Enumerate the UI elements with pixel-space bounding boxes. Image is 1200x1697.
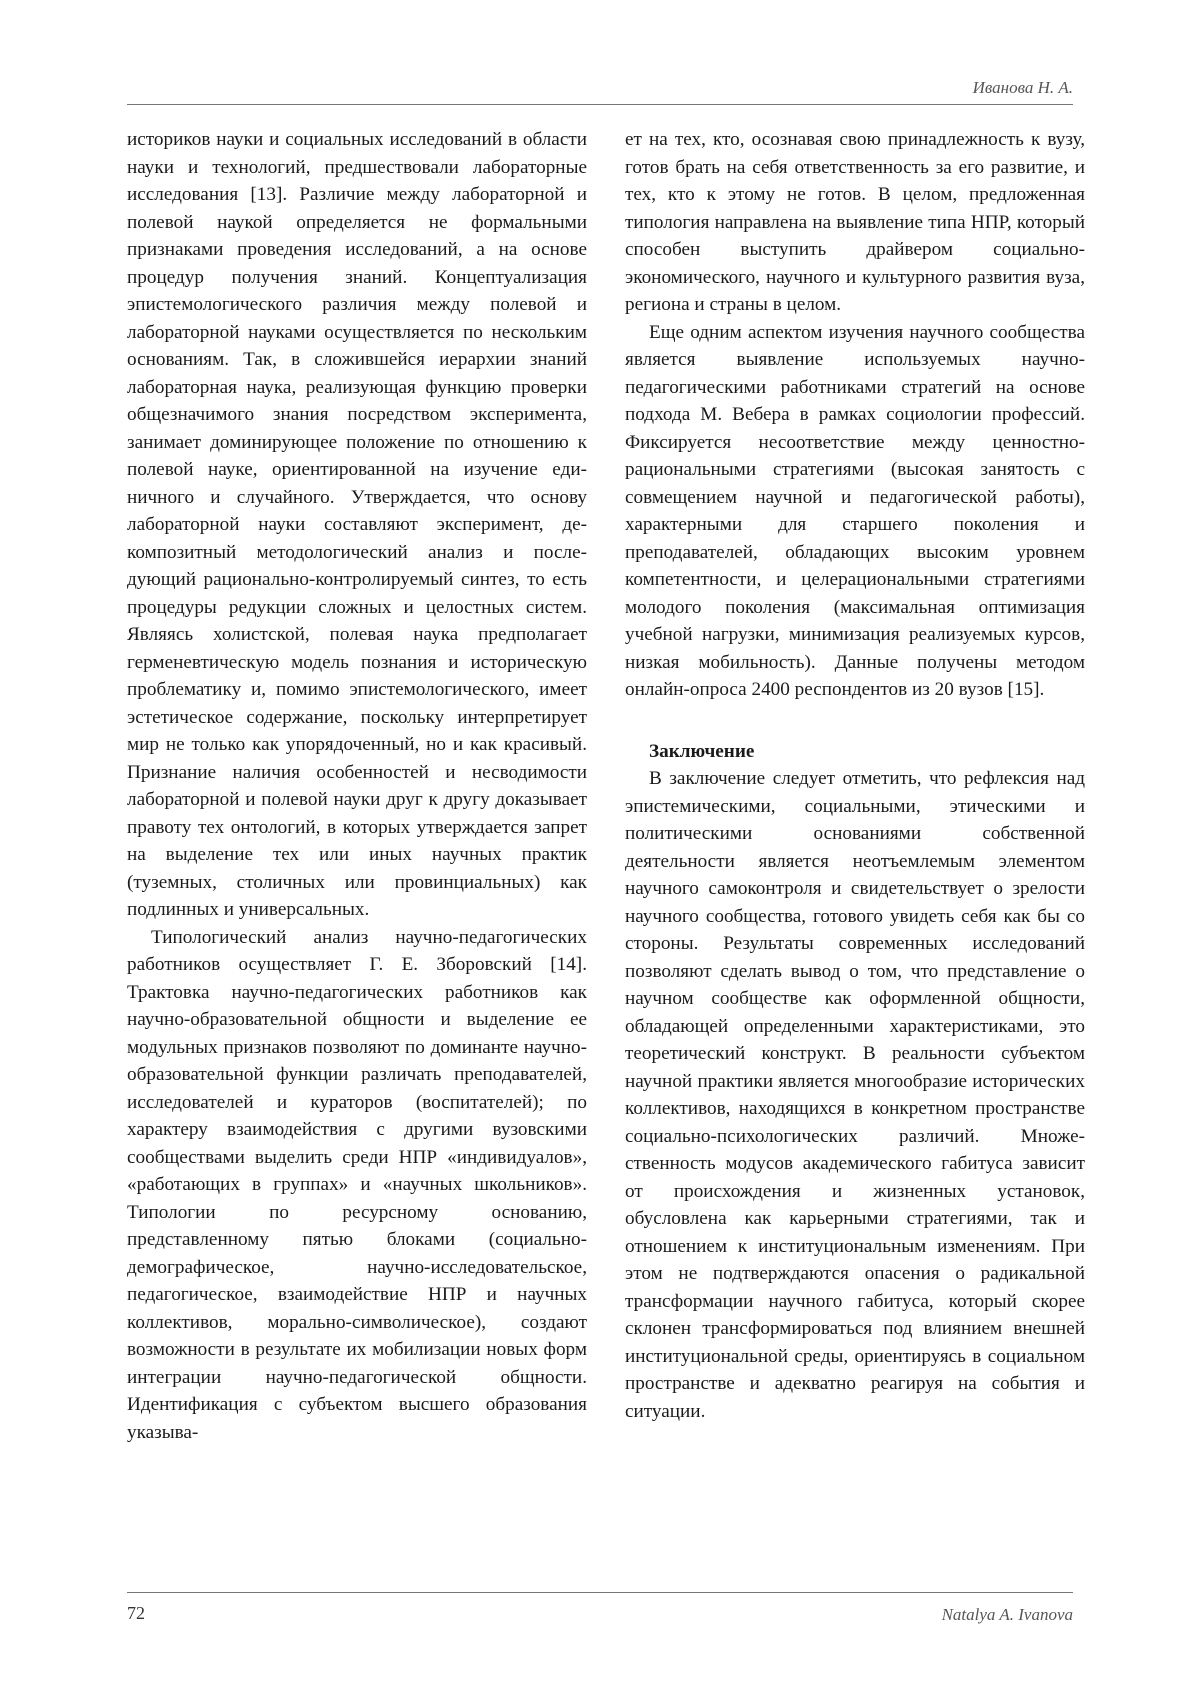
footer-author: Natalya A. Ivanova	[941, 1605, 1073, 1624]
section-heading-conclusion: Заключение	[649, 740, 755, 762]
left-column	[127, 126, 587, 1446]
page-number: 72	[127, 1603, 145, 1623]
conclusion-paragraph: В заключение следует отметить, что рефлексия над эпистемическими, социальными, этическими и политическими основаниями собственной деятельности является неотъемлемым элементом научного самоконтроля и свидетельствует о зрелости научного сообщества, готового увидеть себя как бы со стороны. Результаты современных исследований позволяют сделать вывод о том, что представление о научном сообществе как оформленной общности, обладающей определенными характеристиками, это теоретический конструкт. В реальности субъектом научной практики является многообразие исторических коллективов, находящихся в конкретном пространстве социально-психологических различий. Множественность модусов академического габитуса зависит от происхождения и жизненных установок, обусловлена как карьерными стратегиями, так и отношением к институциональным изменениям. При этом не подтверждаются опасения о радикальной трансформации научного габитуса, который скорее склонен трансформироваться под влиянием внешней институциональной среды, ориентируясь в социальном пространстве и адекватно реагируя на события и ситуации.	[625, 768, 1085, 1422]
footer-divider	[127, 1592, 1073, 1593]
running-head-author: Иванова Н. А.	[972, 78, 1073, 97]
right-column	[625, 126, 1085, 1425]
body-paragraph: ет на тех, кто, осознавая свою принадлежность к вузу, готов брать на себя ответственность за его развитие, и тех, кто к этому не готов. В целом, предложенная типология направлена на выявление типа НПР, который способен выступить драйвером социально-экономического, научного и культурного развития вуза, региона и страны в целом.	[625, 129, 1085, 315]
body-paragraph: историков науки и социальных исследований в области науки и технологий, предшествовали лабораторные исследования [13]. Различие между лабораторной и полевой наукой определяется не формальными признаками проведения исследований, а на основе процедур получения знаний. Концептуализация эпистемологического различия между полевой и лабораторной науками осуществляется по нескольким основаниям. Так, в сложившейся иерархии знаний лабораторная наука, реализующая функцию проверки общезначимого знания посредством эксперимента, занимает доминирующее положение по отношению к полевой науке, ориентированной на изучение единичного и случайного. Утверждается, что основу лабораторной науки составляют эксперимент, декомпозитный методологический анализ и последующий рационально-контролируемый синтез, то есть процедуры редукции сложных и целостных систем. Являясь холистской, полевая наука предполагает герменевтическую модель познания и историческую проблематику и, помимо эпистемологического, имеет эстетическое содержание, поскольку интерпретирует мир не только как упорядоченный, но и как красивый. Признание наличия особенностей и несводимости лабораторной и полевой науки друг к другу доказывает правоту тех онтологий, в которых утверждается запрет на выделение тех или иных научных практик (туземных, столичных или провинциальных) как подлинных и универсальных.	[127, 129, 587, 920]
body-paragraph: Типологический анализ научно-педагогических работников осуществляет Г. Е. Зборовский [14]. Трактовка научно-педагогических работников как научно-образовательной общности и выделение ее модульных признаков позволяют по доминанте научно-образовательной функции различать преподавателей, исследователей и кураторов (воспитателей); по характеру взаимодействия с другими вузовскими сообществами выделить среди НПР «индивидуалов», «работающих в группах» и «научных школьников». Типологии по ресурсному основанию, представленному пятью блоками (социально-демографическое, научно-исследовательское, педагогическое, взаимодействие НПР и научных коллективов, морально-символическое), создают возможности в результате их мобилизации новых форм интеграции научно-педагогической общности. Идентификация с субъектом высшего образования указыва-	[127, 926, 587, 1443]
header-divider	[127, 104, 1073, 105]
body-paragraph: Еще одним аспектом изучения научного сообщества является выявление используемых научно-педагогическими работниками стратегий на основе подхода М. Вебера в рамках социологии профессий. Фиксируется несоответствие между ценностно-рациональными стратегиями (высокая занятость с совмещением научной и педагогической работы), характерными для старшего поколения и преподавателей, обладающих высоким уровнем компетентности, и целерациональными стратегиями молодого поколения (максимальная оптимизация учебной нагрузки, минимизация реализуемых курсов, низкая мобильность). Данные получены методом онлайн-опроса 2400 респондентов из 20 вузов [15].	[625, 321, 1085, 700]
